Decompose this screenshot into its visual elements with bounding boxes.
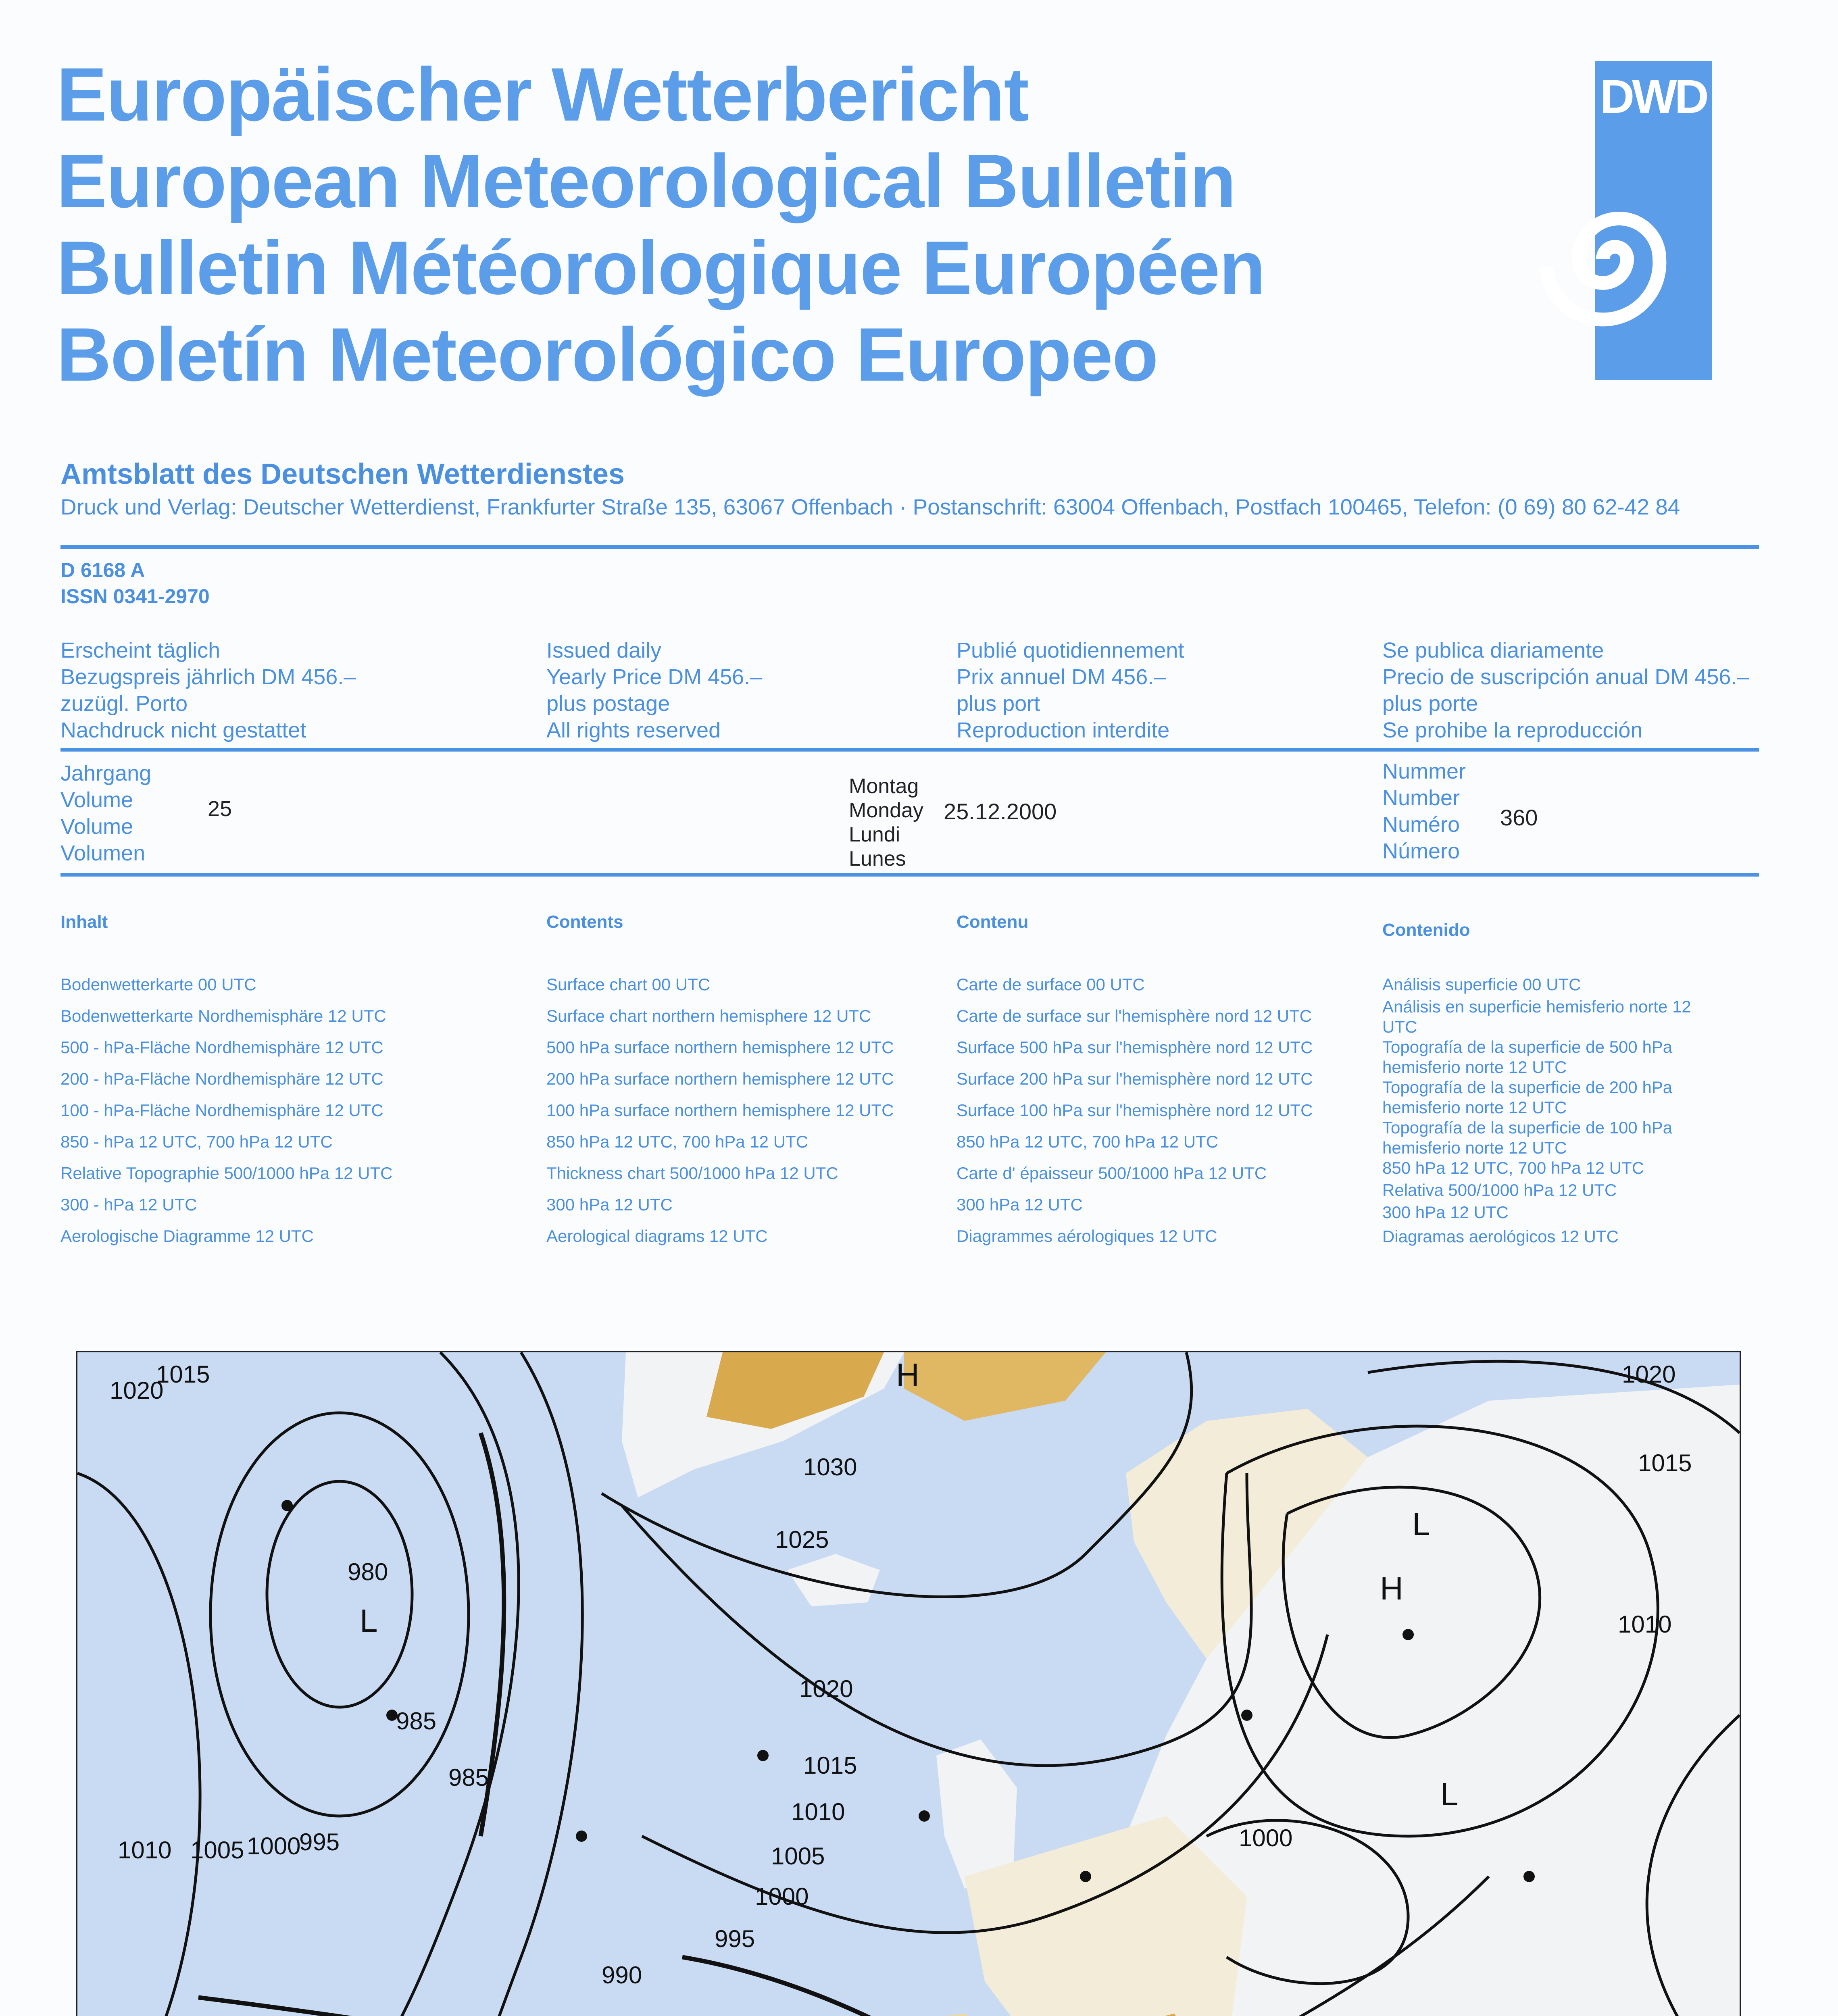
isobar-label: 1030	[803, 1454, 857, 1481]
publication-code: D 6168 A	[60, 559, 145, 581]
isobar-label: 1005	[771, 1843, 825, 1870]
contents-item: 850 hPa 12 UTC, 700 hPa 12 UTC	[1382, 1158, 1644, 1177]
isobar-label: 1015	[156, 1361, 210, 1388]
volume-value: 25	[208, 797, 232, 821]
contents-item: Diagrammes aérologiques 12 UTC	[957, 1227, 1217, 1245]
contents-item: 850 hPa 12 UTC, 700 hPa 12 UTC	[957, 1132, 1219, 1151]
day-label: Lundi	[849, 823, 900, 846]
high-pressure-center: H	[896, 1357, 919, 1393]
contents-item: Bodenwetterkarte 00 UTC	[60, 975, 256, 994]
isobar-label: 995	[715, 1925, 755, 1952]
contents-item: Surface chart northern hemisphere 12 UTC	[546, 1006, 871, 1025]
isobar-label: 1005	[190, 1837, 244, 1864]
day-label: Lunes	[849, 847, 906, 871]
info-line: plus porte	[1382, 691, 1478, 716]
volume-label: Volumen	[60, 841, 146, 865]
info-line: Issued daily	[546, 638, 662, 662]
contents-item: 300 hPa 12 UTC	[1382, 1203, 1509, 1222]
contents-heading: Inhalt	[60, 912, 108, 932]
contents-item: Carte de surface 00 UTC	[957, 975, 1145, 994]
info-line: plus port	[957, 691, 1040, 716]
title-spanish: Boletín Meteorológico Europeo	[56, 312, 1158, 397]
publisher-address: Druck und Verlag: Deutscher Wetterdienst, Frankfurter Straße 135, 63067 Offenbach · Postanschrift: 63004 Offenbach, Postfach 100465, Telefon: (0 69) 80 62-42 84	[60, 494, 1680, 519]
contents-item: 850 hPa 12 UTC, 700 hPa 12 UTC	[546, 1132, 809, 1151]
contents-item: 100 hPa surface northern hemisphere 12 UTC	[546, 1101, 894, 1120]
isobar-label: 1025	[775, 1526, 829, 1553]
low-pressure-center: L	[1440, 1776, 1459, 1812]
contents-item: 500 hPa surface northern hemisphere 12 UTC	[546, 1038, 894, 1057]
number-label: Nummer	[1382, 759, 1466, 783]
contents-item: Topografía de la superficie de 200 hPa hemisferio norte 12 UTC	[1382, 1078, 1673, 1117]
isobar-label: 1015	[803, 1752, 857, 1779]
contents-item: Aerologische Diagramme 12 UTC	[60, 1227, 314, 1245]
info-line: All rights reserved	[546, 718, 721, 742]
volume-label: Volume	[60, 788, 133, 812]
isobar-label: 980	[348, 1558, 388, 1585]
isobar-label: 1000	[1239, 1824, 1293, 1851]
gazette-title: Amtsblatt des Deutschen Wetterdienstes	[60, 458, 625, 490]
contents-item: Carte de surface sur l'hemisphère nord 12 UTC	[957, 1006, 1312, 1025]
info-spanish	[1382, 637, 1749, 744]
isobar-label: 990	[602, 1962, 642, 1989]
issue-number: 360	[1500, 805, 1538, 830]
isobar-label: 1010	[118, 1837, 172, 1864]
contents-item: 300 - hPa 12 UTC	[60, 1195, 197, 1214]
isobar-label: 1020	[1622, 1361, 1676, 1388]
info-line: Bezugspreis jährlich DM 456.–	[60, 665, 356, 689]
contents-heading: Contents	[546, 912, 623, 932]
low-pressure-center: L	[1412, 1506, 1430, 1542]
isobar-label: 1010	[1618, 1611, 1672, 1638]
contents-item: 300 hPa 12 UTC	[957, 1195, 1083, 1214]
contents-item: Bodenwetterkarte Nordhemisphäre 12 UTC	[60, 1006, 386, 1025]
contents-item: Surface 100 hPa sur l'hemisphère nord 12 UTC	[957, 1101, 1313, 1120]
info-line: Yearly Price DM 456.–	[546, 665, 763, 689]
contents-item: 100 - hPa-Fläche Nordhemisphäre 12 UTC	[60, 1101, 383, 1120]
contents-item: Análisis superficie 00 UTC	[1382, 975, 1581, 994]
number-label: Number	[1382, 786, 1460, 810]
contents-item: Surface 200 hPa sur l'hemisphère nord 12 UTC	[957, 1069, 1313, 1088]
info-english	[546, 637, 762, 744]
iceland-land	[787, 1554, 880, 1606]
info-line: Publié quotidiennement	[957, 638, 1184, 662]
contents-heading: Contenu	[957, 912, 1029, 932]
contents-item: Topografía de la superficie de 500 hPa hemisferio norte 12 UTC	[1382, 1037, 1673, 1077]
divider	[60, 873, 1759, 877]
number-label: Numéro	[1382, 812, 1460, 837]
isobar-label: 995	[299, 1829, 340, 1856]
contents-item: Thickness chart 500/1000 hPa 12 UTC	[546, 1164, 838, 1183]
contents-item: Aerological diagrams 12 UTC	[546, 1227, 768, 1245]
isobar-label: 985	[396, 1708, 437, 1735]
contents-spanish	[1382, 920, 1737, 1246]
info-french	[957, 637, 1184, 744]
isobar-label: 1000	[247, 1833, 301, 1860]
contents-item: Relative Topographie 500/1000 hPa 12 UTC	[60, 1164, 393, 1183]
number-labels	[1382, 758, 1466, 864]
surface-weather-map	[76, 1351, 1741, 2016]
day-label: Monday	[849, 799, 923, 822]
divider	[60, 545, 1759, 549]
title-german: Europäischer Wetterbericht	[56, 52, 1029, 137]
low-pressure-center: L	[360, 1603, 378, 1639]
dwd-logo-text: DWD	[1600, 70, 1707, 123]
volume-label: Jahrgang	[60, 761, 152, 785]
title-french: Bulletin Météorologique Européen	[56, 225, 1265, 310]
info-line: zuzügl. Porto	[60, 691, 188, 716]
info-line: Se publica diariamente	[1382, 638, 1604, 662]
spiral-icon	[1502, 146, 1728, 372]
map-canvas	[77, 1352, 1740, 2016]
isobar-label: 1010	[791, 1798, 845, 1825]
contents-item: 200 hPa surface northern hemisphere 12 UTC	[546, 1069, 894, 1088]
contents-heading: Contenido	[1382, 920, 1470, 940]
isobar-label: 1000	[755, 1883, 809, 1910]
title-english: European Meteorological Bulletin	[56, 139, 1236, 223]
volume-label: Volume	[60, 814, 133, 839]
contents-item: Topografía de la superficie de 100 hPa hemisferio norte 12 UTC	[1382, 1118, 1673, 1157]
info-line: Prix annuel DM 456.–	[957, 665, 1166, 689]
high-pressure-center: H	[1380, 1570, 1403, 1606]
info-line: plus postage	[546, 691, 670, 716]
contents-item: Diagramas aerológicos 12 UTC	[1382, 1227, 1619, 1246]
contents-item: 200 - hPa-Fläche Nordhemisphäre 12 UTC	[60, 1069, 383, 1088]
contents-item: 500 - hPa-Fläche Nordhemisphäre 12 UTC	[60, 1038, 383, 1057]
contents-item: Relativa 500/1000 hPa 12 UTC	[1382, 1181, 1617, 1200]
contents-french	[957, 912, 1313, 1245]
isobar-label: 1020	[799, 1675, 853, 1702]
number-label: Número	[1382, 839, 1460, 863]
issue-date: 25.12.2000	[944, 799, 1057, 824]
info-line: Erscheint täglich	[60, 638, 221, 662]
isobar-label: 1020	[110, 1377, 164, 1404]
info-line: Reproduction interdite	[957, 718, 1170, 742]
dwd-logo	[1595, 61, 1712, 380]
iberia-land	[763, 2014, 1045, 2016]
day-label: Montag	[849, 775, 919, 798]
divider	[60, 748, 1759, 752]
isobar-label: 985	[448, 1764, 489, 1791]
info-line: Precio de suscripción anual DM 456.–	[1382, 665, 1749, 689]
volume-labels	[60, 760, 151, 866]
contents-item: 850 - hPa 12 UTC, 700 hPa 12 UTC	[60, 1132, 333, 1151]
contents-english	[546, 912, 894, 1245]
isobar-label: 1015	[1638, 1450, 1692, 1477]
greenland-ice-east	[904, 1352, 1106, 1421]
greenland-ice	[706, 1352, 884, 1429]
info-line: Nachdruck nicht gestattet	[60, 718, 306, 742]
warm-front	[682, 1957, 1005, 2016]
info-line: Se prohibe la reproducción	[1382, 718, 1643, 742]
contents-item: Surface 500 hPa sur l'hemisphère nord 12 UTC	[957, 1038, 1313, 1057]
contents-item: 300 hPa 12 UTC	[546, 1195, 673, 1214]
contents-german	[60, 912, 393, 1245]
day-labels	[849, 774, 923, 871]
contents-item: Carte d' épaisseur 500/1000 hPa 12 UTC	[957, 1164, 1267, 1183]
contents-item: Surface chart 00 UTC	[546, 975, 711, 994]
contents-item: Análisis en superficie hemisferio norte 12 UTC	[1382, 997, 1691, 1036]
info-german	[60, 637, 356, 744]
issn: ISSN 0341-2970	[60, 585, 210, 608]
